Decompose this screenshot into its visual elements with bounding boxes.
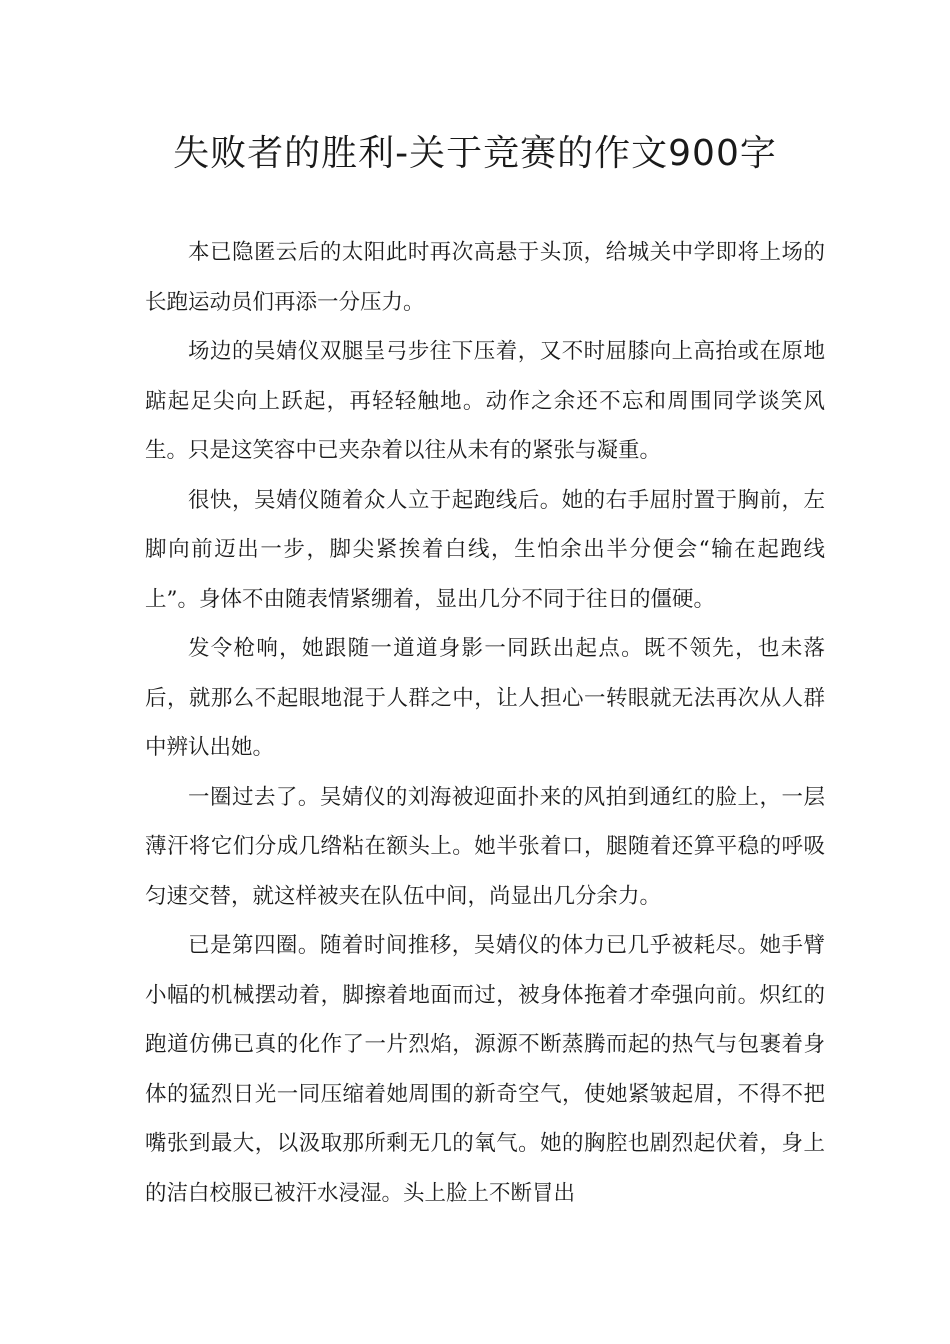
document-body [145, 228, 825, 1218]
paragraph-4: 发令枪响，她跟随一道道身影一同跃出起点。既不领先，也未落后，就那么不起眼地混于人群之中，让人担心一转眼就无法再次从人群中辨认出她。 [145, 636, 825, 760]
paragraph-2: 场边的吴婧仪双腿呈弓步往下压着，又不时屈膝向上高抬或在原地踮起足尖向上跃起，再轻轻触地。动作之余还不忘和周围同学谈笑风生。只是这笑容中已夹杂着以往从未有的紧张与凝重。 [145, 339, 825, 463]
paragraph-1: 本已隐匿云后的太阳此时再次高悬于头顶，给城关中学即将上场的长跑运动员们再添一分压力。 [145, 240, 825, 315]
paragraph-5: 一圈过去了。吴婧仪的刘海被迎面扑来的风拍到通红的脸上，一层薄汗将它们分成几绺粘在额头上。她半张着口，腿随着还算平稳的呼吸匀速交替，就这样被夹在队伍中间，尚显出几分余力。 [145, 784, 825, 909]
paragraph-6: 已是第四圈。随着时间推移，吴婧仪的体力已几乎被耗尽。她手臂小幅的机械摆动着，脚擦着地面而过，被身体拖着才牵强向前。炽红的跑道仿佛已真的化作了一片烈焰，源源不断蒸腾而起的热气与包裹着身体的猛烈日光一同压缩着她周围的新奇空气，使她紧皱起眉，不得不把嘴张到最大，以汲取那所剩无几的氧气。她的胸腔也剧烈起伏着，身上的洁白校服已被汗水浸湿。头上脸上不断冒出 [145, 933, 825, 1206]
paragraph-3: 很快，吴婧仪随着众人立于起跑线后。她的右手屈肘置于胸前，左脚向前迈出一步，脚尖紧挨着白线，生怕余出半分便会“输在起跑线上”。身体不由随表情紧绷着，显出几分不同于往日的僵硬。 [145, 487, 825, 612]
document-title: 失败者的胜利-关于竞赛的作文900字 [173, 133, 777, 174]
